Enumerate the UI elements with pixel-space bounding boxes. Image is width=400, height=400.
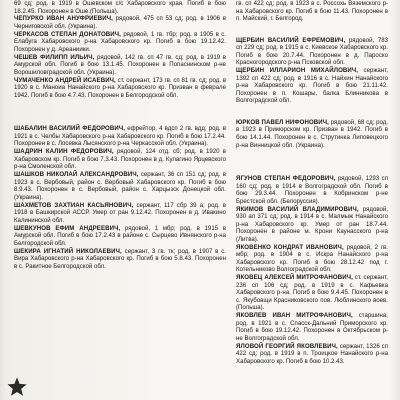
list-item: ЧЕШЕВ ФИЛИПП ИЛЬИЧ, рядовой, 142 гв. сп 47 гв. сд; род. в 1919 в Амурской обл. Погиб в бою 13.1.45. Похоронен в Попаснинском р-не Ворошиловградской обл. (Украина).	[14, 53, 227, 76]
list-item: ЩЕРБИН ИЛЛАРИОН МИХАЙЛОВИЧ, сержант, 1392 сп 422 сд; род. в 1916 в с. Найхин Нанайского р-на Хабаровского кр. Погиб в бою 21.11.42. Похоронен в п. Кошары, балка Блинникова в Волгоградской обл.	[236, 67, 388, 105]
list-item: 69 сд; род. в 1919 в Ошевском с/с Хабаровского края. Погиб в бою 18.2.45. Похоронен в Оше.(Польша).	[14, 0, 226, 15]
list-item: ШАБАЛИН ВАСИЛИЙ ФЕДОРОВИЧ, ефрейтор, 4 вдсп 2 гв. вдд; род. в 1921 в с. Челбы Хабаровского р-на Хабаровского кр. Погиб в бою 17.2.44. Похоронен в с. Лосевка Лысянского р-на Черкасской обл. (Украина).	[14, 125, 226, 148]
list-item: ЯКОВЕЦ АЛЕКСЕЙ МИТРОФАНОВИЧ, ст. сержант, 236 сп 106 сд; род. в 1919 в с. Кафьевка Хабаровского р-на. Погиб в бою 9.4.45. Похоронен в с. Якубовщи Красниковского пов. Люблинского воев. (Польша).	[236, 274, 388, 312]
left-column	[14, 0, 226, 270]
page-right-shadow	[390, 0, 400, 400]
list-item: ШАШКОВ НИКОЛАЙ АЛЕКСАНДРОВИЧ, сержант, 36 сп 151 сд; род. в 1923 в с. Вербовый, район с. Вербовый Хабаровского кр. Погиб в бою 8.9.43. Похоронен в с. Вербовый, район с. Харцызск Донецкой обл. (Украина).	[14, 171, 226, 201]
list-item: ЯКОВЛЕВ ИВАН МИТРОФАНОВИЧ, старшина; род. в 1921 в с. Спасск-Дальний Приморского кр. Погиб в бою 19.12.42. Похоронен в Октябрьском р-не Волгоградской обл.	[236, 312, 388, 342]
list-item: ЯКИМОВ ВАСИЛИЙ ВЛАДИМИРОВИЧ, рядовой, 930 ап 371 сд; род. в 1914 в с. Малмыж Нанайского р-на Хабаровского кр. Умер от ран 18.7.44. Похоронен в районе м. Крони Каунасского р-на (Литва).	[236, 205, 388, 243]
list-item: ШАДРИН КАЛИН ФЕДОРОВИЧ, рядовой, 124 отд. сб; род. в 1920 в Хабаровском кр. Погиб в бою 7.3.43. Похоронен в д. Кулагино Ярцевского р-на Смоленской обл.	[14, 148, 227, 171]
list-item: ШЕВКУНОВ ЕФИМ АНДРЕЕВИЧ, рядовой, 1 мбр; род. в 1915 в Амурской обл. Погиб в бою 17.2.43 в районе с. Сырцево Ивнянского р-на Белгородской обл.	[14, 224, 226, 247]
list-item: гв. сп 422 сд; род. в 1923 в с. Россохь Вяземского р-на Хабаровского кр. Погиб в бою 11.43. Похоронен в п. Майский, г. Белгород.	[236, 0, 388, 23]
right-column	[236, 0, 388, 365]
star-icon	[6, 376, 28, 398]
list-item: ЯКОВЕНКО КОНДРАТ ИВАНОВИЧ, рядовой, 2 гв. мбр; род. в 1904 в с. Искра Нанайского р-на Хабаровского кр. Погиб в бою 28.12.42 под г. Котельниково Волгоградской обл.	[236, 243, 388, 274]
list-item: ШЕКИРА ИГНАТИЙ НИКОЛАЕВИЧ, сержант, 3 гв. тк; род. в 1907 в с. Вира Хабаровского р-на Хабаровского кр. Погиб в бою 5.8.43. Похоронен в с. Ракитное Белгородской обл.	[14, 247, 226, 270]
page-left-shadow	[0, 0, 6, 400]
list-item: ЮРКОВ ПАВЕЛ НИФОНОВИЧ, рядовой, 68 сд; род. в 1923 в Приморском кр. Призван в 1942. Погиб в бою 14.1.44. Похоронен в с. Струтинка Липовецкого р-на Винницкой обл. (Украина).	[236, 118, 388, 149]
list-item: ЯГУНОВ СТЕПАН ФЕДОРОВИЧ, рядовой, 1293 сп 160 сд; род. в 1914 в Волгоградской обл. Погиб в бою 29.3.44. Похоронен в Кобринском р-не Брестской обл. (Белоруссия).	[236, 175, 388, 205]
list-item: ЯЛОВОЙ ГЕОРГИЙ ЯКОВЛЕВИЧ, сержант, 1326 сп 422 сд; род. в 1919 в п. Троицкое Нанайского р-на Хабаровского кр. Погиб в бою 10.2.43.	[236, 342, 388, 365]
list-item: ЧЕПУРКО ИВАН АНУФРИЕВИЧ, рядовой, 475 сп 53 сд; род. в 1906 в Черниговской обл. (Украина).	[14, 15, 226, 30]
list-item: ЧЕРКАСОВ СТЕПАН ДОНАТОВИЧ, рядовой, 1 гв. тбр; род. в 1905 в с. Елабуга Хабаровского р-на Хабаровского кр. Погиб в бою 19.12.42. Похоронен у д. Ареаниики.	[14, 30, 226, 53]
list-item: ШАХМЕТОВ ЗАХТИАН КАСЬЯНОВИЧ, сержант, 117 сбр 39 а; род. в 1918 в Башкирской АССР. Умер от ран 9.12.42. Похоронен в д. Ивакино Калининской обл.	[14, 201, 226, 224]
list-item: ЧУМАЧЕНКО АНДРЕЙ ИСАЕВИЧ, ст. сержант, 173 гв. сп 81 гв. сд; род. в 1920 в с. Маноиа Нанайского р-на Хабаровского кр. Призван в феврале 1942. Погиб в бою 4.7.43. Похоронен в Белгородской обл.	[14, 76, 226, 99]
list-item: ЩЕРБИН ВАСИЛИЙ ЕФРЕМОВИЧ, рядовой, 783 сп 229 сд; род. в 1915 в с. Киевское Хабаровского кр. Погиб в бою 20.7.44. Похоронен в д. Пароско Красногородского р-на Псковской обл.	[236, 36, 388, 67]
